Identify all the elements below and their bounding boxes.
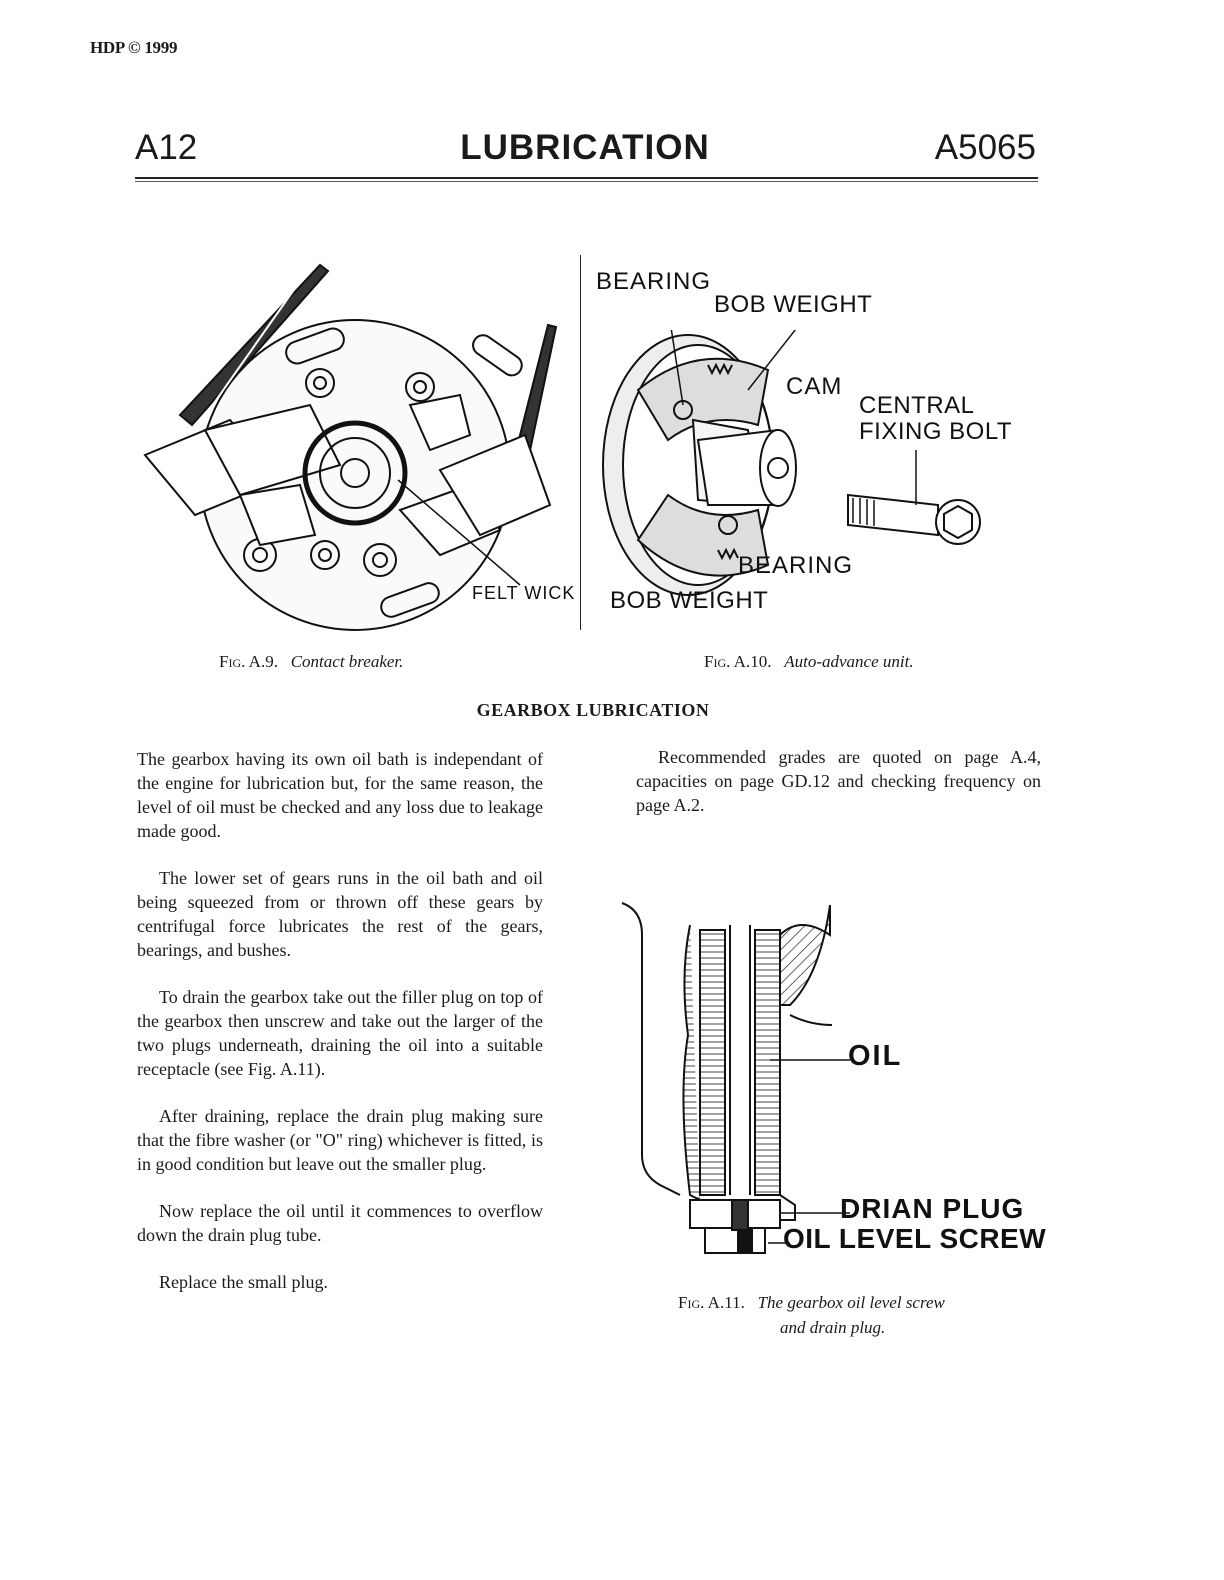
section-code: A12: [135, 128, 198, 167]
figure-a11-title-line2: and drain plug.: [780, 1318, 886, 1337]
header-rule-thin: [135, 181, 1038, 182]
figure-a10-title: Auto-advance unit.: [784, 652, 914, 671]
gearbox-drain-illustration: [620, 895, 850, 1260]
figure-a11-title-line1: The gearbox oil level screw: [757, 1293, 945, 1312]
bearing-top-label: BEARING: [596, 268, 712, 295]
oil-level-screw-label: OIL LEVEL SCREW: [783, 1223, 1047, 1254]
figure-a9-title: Contact breaker.: [290, 652, 404, 671]
right-column: [636, 745, 1041, 840]
figure-a10-caption: [704, 652, 914, 672]
figure-a9-number: Fig. A.9.: [219, 652, 278, 671]
bearing-bottom-label: BEARING: [738, 552, 854, 579]
paragraph: Replace the small plug.: [159, 1272, 328, 1292]
header-rule: [135, 177, 1038, 179]
paragraph: After draining, replace the drain plug making sure that the fibre washer (or "O" ring) whichever is fitted, is in good condition but leave out the smaller plug.: [137, 1106, 543, 1174]
paragraph: Now replace the oil until it commences to overflow down the drain plug tube.: [137, 1201, 543, 1245]
figure-a11-caption-line2: [780, 1318, 885, 1338]
bob-weight-bottom-label: BOB WEIGHT: [610, 587, 769, 614]
left-column: [137, 747, 543, 1317]
section-title: GEARBOX LUBRICATION: [476, 700, 710, 720]
bob-weight-top-label: BOB WEIGHT: [714, 291, 873, 318]
paragraph: The gearbox having its own oil bath is independant of the engine for lubrication but, for the same reason, the level of oil must be checked and any loss due to leakage made good.: [137, 749, 543, 841]
figure-a11-number: Fig. A.11.: [678, 1293, 745, 1312]
figure-a11-caption: [678, 1293, 945, 1313]
drain-plug-label: DRIAN PLUG: [840, 1193, 1025, 1224]
felt-wick-label: FELT WICK: [472, 583, 576, 603]
page-title: LUBRICATION: [460, 128, 710, 167]
central-fixing-bolt-label-line2: FIXING BOLT: [859, 418, 1013, 445]
oil-label: OIL: [848, 1040, 903, 1072]
cam-label: CAM: [786, 373, 843, 400]
copyright-notice: HDP © 1999: [90, 38, 178, 57]
paragraph: To drain the gearbox take out the filler plug on top of the gearbox then unscrew and take out the larger of the two plugs underneath, draining the oil into a suitable receptacle (see Fig. A.11).: [137, 987, 543, 1079]
central-fixing-bolt-label-line1: CENTRAL: [859, 392, 975, 419]
paragraph: The lower set of gears runs in the oil bath and oil being squeezed from or thrown off these gears by centrifugal force lubricates the rest of the gears, bearings, and bushes.: [137, 868, 543, 960]
figure-divider: [580, 255, 581, 630]
contact-breaker-illustration: [140, 255, 580, 635]
paragraph: Recommended grades are quoted on page A.4, capacities on page GD.12 and checking frequency on page A.2.: [636, 747, 1041, 815]
figure-a9-caption: [219, 652, 403, 672]
figure-a10-number: Fig. A.10.: [704, 652, 772, 671]
document-code: A5065: [934, 128, 1036, 167]
